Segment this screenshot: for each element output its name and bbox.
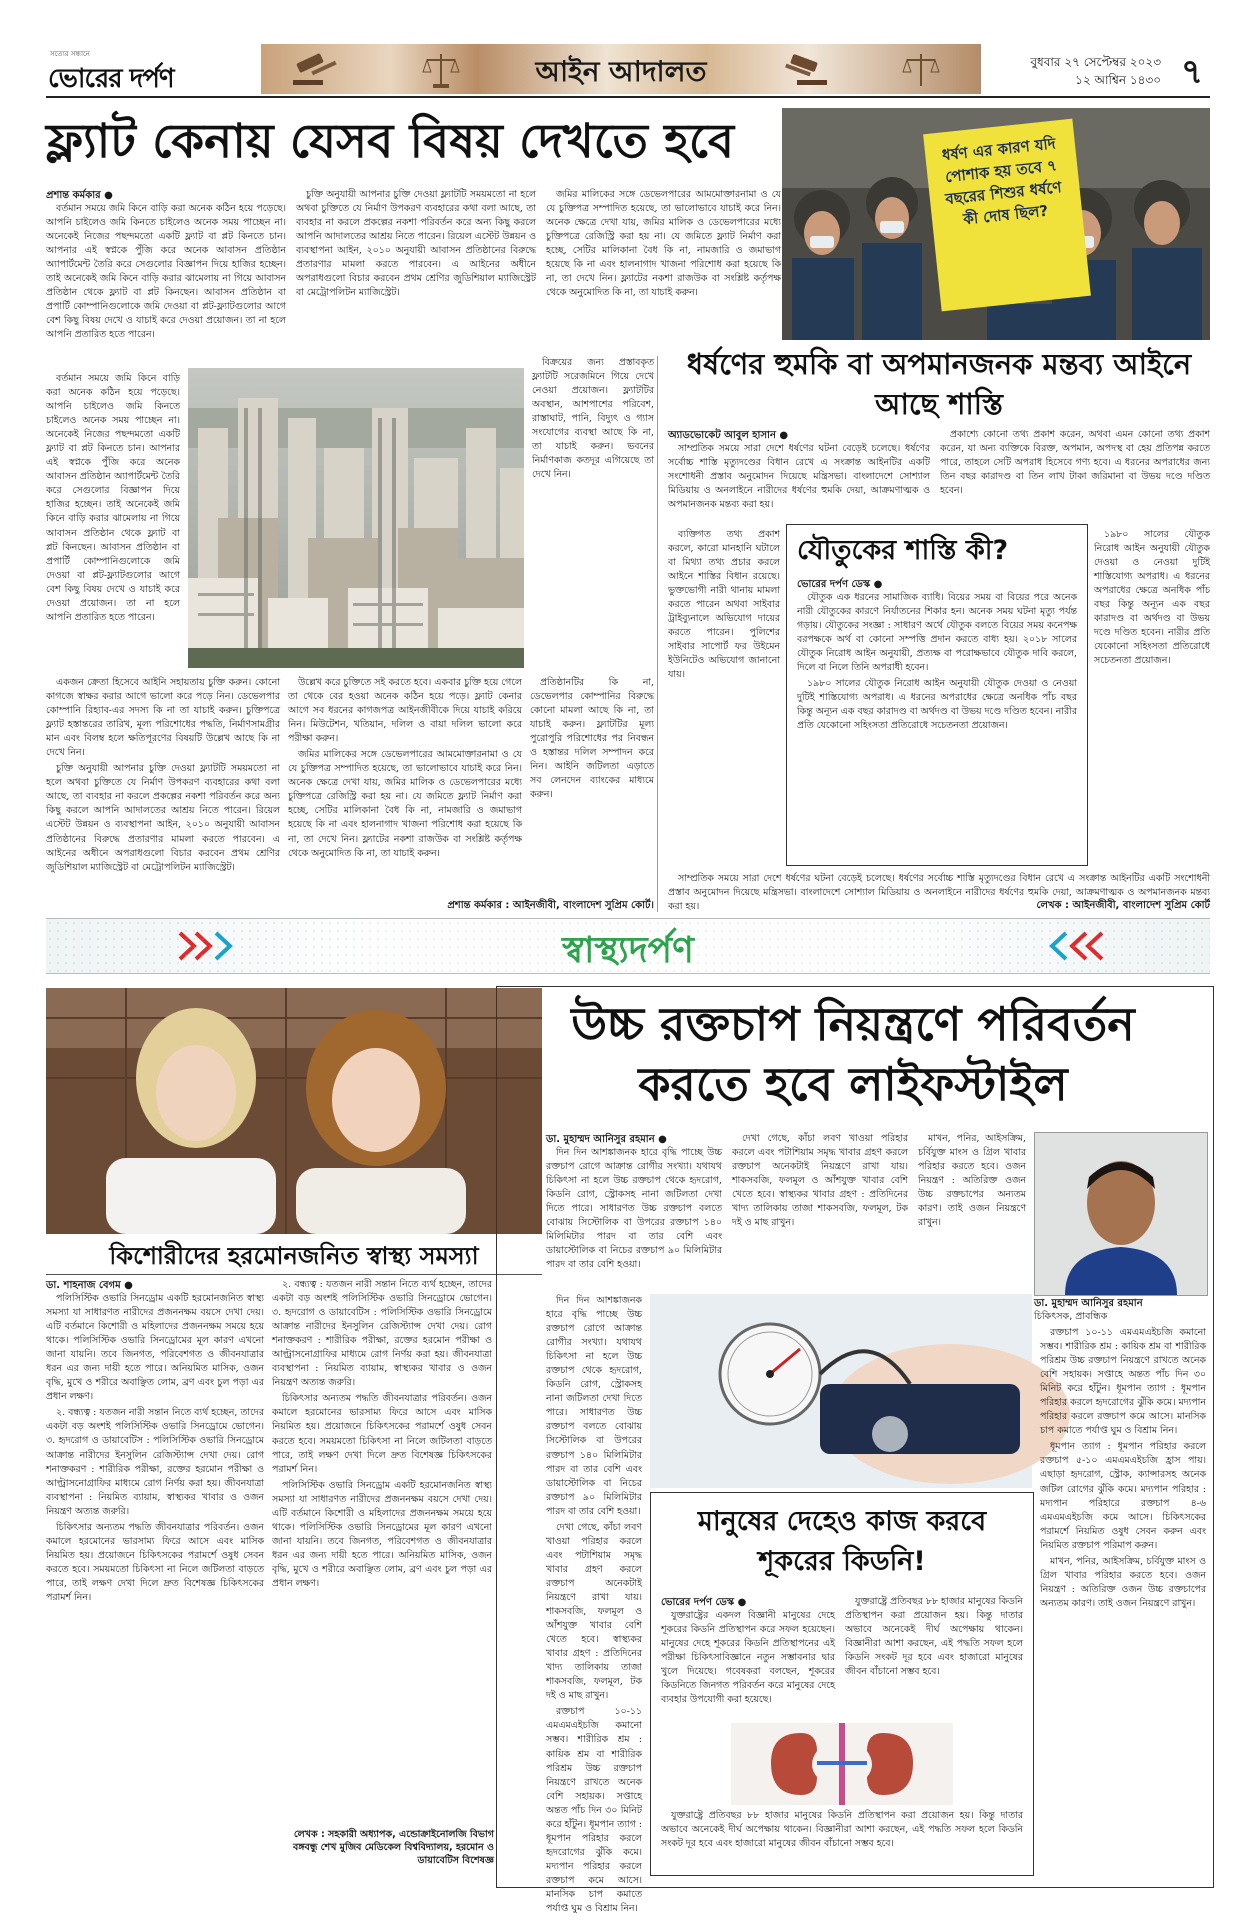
dowry-byline: ভোরের দর্পণ ডেস্ক ● — [797, 579, 883, 590]
article2-col2-text: প্রকাশ্যে কোনো তথ্য প্রকাশ করেন, অথবা এমন কোনো তথ্য প্রকাশ করেন, যা অন্য ব্যক্তিকে বিরক্ত, অপমান, অপদস্থ বা হেয় প্রতিপন্ন করতে পারে, তাহলে সেটি অপরাধ হিসেবে গণ্য হবে। এ ধরনের অপরাধের জন্য তিন বছর কারাদণ্ড বা তিন লাখ টাকা জরিমানা বা উভয় দণ্ডে দণ্ডিত হবেন। — [940, 429, 1210, 497]
dowry-body-text2: ১৯৮০ সালের যৌতুক নিরোধ আইন অনুযায়ী যৌতুক দেওয়া ও নেওয়া দুটিই শাস্তিযোগ্য অপরাধ। এ ধরনের অপরাধের ক্ষেত্রে অনধিক পাঁচ বছর কিন্তু অন্যূন এক বছর কারাদণ্ড বা অর্থদণ্ড বা উভয় দণ্ডে দণ্ডিত হবেন। নারীর প্রতি যেকোনো সহিংসতা প্রতিরোধে সচেতনতা প্রয়োজন। — [797, 678, 1077, 732]
article4-left-col-text2: দেখা গেছে, কাঁচা লবণ খাওয়া পরিহার করলে এবং পটাশিয়াম সমৃদ্ধ খাবার গ্রহণ করলে রক্তচাপ অনেকটাই নিয়ন্ত্রণে রাখা যায়। শাকসবজি, ফলমূল ও আঁশযুক্ত খাবার বেশি খেতে হবে। স্বাস্থ্যকর খাবার গ্রহণ : প্রতিদিনের খাদ্য তালিকায় তাজা শাকসবজি, ফলমূল, টক দই ও মাছ রাখুন। — [546, 1521, 642, 1702]
protest-photo — [782, 108, 1210, 340]
article3-col2-text3: পলিসিস্টিক ওভারি সিনড্রোম একটি হরমোনজনিত স্বাস্থ্য সমস্যা যা সাধারণত নারীদের প্রজননক্ষম বয়সে দেখা দেয়। এটি বর্তমানে কিশোরী ও মহিলাদের প্রজননক্ষম সময়ে হয়ে থাকে। পলিসিস্টিক ওভারি সিনড্রোমের মূল কারণ এখনো জানা যায়নি। তবে জিনগত, পরিবেশগত ও জীবনযাত্রার ধরন এর জন্য দায়ী হতে পারে। অনিয়মিত মাসিক, ওজন বৃদ্ধি, মুখে ও শরীরে অবাঞ্ছিত লোম, ব্রণ এবং চুল পড়া এর প্রধান লক্ষণ। — [272, 1479, 492, 1589]
city-buildings-photo — [188, 368, 524, 668]
article4-col1-text: দিন দিন আশঙ্কাজনক হারে বৃদ্ধি পাচ্ছে উচ্চ রক্তচাপ রোগে আক্রান্ত রোগীর সংখ্যা। যথাযথ চিকিৎসা না হলে উচ্চ রক্তচাপ থেকে হৃদরোগ, কিডনি রোগ, স্ট্রোকসহ নানা জটিলতা দেখা দিতে পারে। সাধারণত উচ্চ রক্তচাপ বলতে বোঝায় সিস্টোলিক বা উপরের রক্তচাপ ১৪০ মিলিমিটার পারদ বা তার বেশি এবং ডায়াস্টোলিক বা নিচের রক্তচাপ ৯০ মিলিমিটার পারদ বা তার বেশি হওয়া। — [546, 1147, 722, 1271]
article2-col-right-text: ১৯৮০ সালের যৌতুক নিরোধ আইন অনুযায়ী যৌতুক দেওয়া ও নেওয়া দুটিই শাস্তিযোগ্য অপরাধ। এ ধরনের অপরাধের ক্ষেত্রে অনধিক পাঁচ বছর কিন্তু অন্যূন এক বছর কারাদণ্ড বা অর্থদণ্ড বা উভয় দণ্ডে দণ্ডিত হবেন। নারীর প্রতি যেকোনো সহিংসতা প্রতিরোধে সচেতনতা প্রয়োজন। — [1094, 529, 1210, 667]
doctor-portrait — [1034, 1132, 1208, 1296]
article3-col2 — [272, 1278, 492, 1818]
article1-col1-cont: বর্তমান সময়ে জমি কিনে বাড়ি করা অনেক কঠিন হয়ে পড়েছে। আপনি চাইলেও জমি কিনতে চাইলেও অনেক সময় পাচ্ছেন না। অনেকেই নিজের পছন্দমতো একটি ফ্ল্যাট বা প্লট কিনতে চান। আপনার এই স্বপ্নকে পুঁজি করে অনেক আবাসন প্রতিষ্ঠান অ্যাপার্টমেন্ট তৈরি করে সেগুলোর বিজ্ঞাপন দিয়ে হাজির হচ্ছেন। তাই অনেকেই জমি কিনে বাড়ি করার ঝামেলায় না গিয়ে আবাসন প্রতিষ্ঠান থেকে ফ্ল্যাট বা প্লট কিনছেন। আবাসন প্রতিষ্ঠান বা প্রপার্টি কোম্পানিগুলোকে জমি দেওয়া বা প্লট-ফ্ল্যাটগুলোর আগে বেশ কিছু বিষয় দেখে ও যাচাই করে দেওয়া প্রয়োজন। তা না হলে আপনি প্রতারিত হতে পারেন। — [46, 373, 180, 623]
article2-col2 — [940, 428, 1210, 524]
article3-headline: কিশোরীদের হরমোনজনিত স্বাস্থ্য সমস্যা — [46, 1238, 542, 1275]
article2-bottom-text: সাম্প্রতিক সময়ে সারা দেশে ধর্ষণের ঘটনা বেড়েই চলেছে। ধর্ষণের সর্বোচ্চ শাস্তি মৃত্যুদণ্ডের বিধান রেখে এ সংক্রান্ত আইনটির একটি সংশোধনী প্রস্তাব অনুমোদন দিয়েছে মন্ত্রিসভা। বাংলাদেশে সোশ্যাল মিডিয়ায় ও অনলাইনে নারীদের ধর্ষণের হুমকি দেয়া, আক্রমণাত্মক ও অপমানজনক মন্তব্য করা হয়। — [668, 873, 1210, 913]
doctor-title: চিকিৎসক, প্রাবন্ধিক — [1034, 1311, 1108, 1322]
scales-icon — [421, 50, 461, 90]
article1-col2 — [296, 188, 536, 366]
article3-byline: ডা. শাহনাজ বেগম ● — [46, 1280, 133, 1291]
article4-right-col-text: রক্তচাপ ১০-১১ এমএমএইচজি কমানো সম্ভব। শারীরিক শ্রম : কায়িক শ্রম বা শারীরিক পরিশ্রম উচ্চ রক্তচাপ নিয়ন্ত্রণে রাখতে অনেক বেশি সহায়ক। সপ্তাহে অন্তত পাঁচ দিন ৩০ মিনিট করে হাঁটুন। ধূমপান ত্যাগ : ধূমপান পরিহার করলে হৃদরোগের ঝুঁকি কমে। মদ্যপান পরিহার করলে রক্তচাপ কমে আসে। মানসিক চাপ কমাতে পর্যাপ্ত ঘুম ও বিশ্রাম নিন। — [1040, 1327, 1206, 1437]
article2-col-left — [668, 528, 780, 868]
article2-col1-text: সাম্প্রতিক সময়ে সারা দেশে ধর্ষণের ঘটনা বেড়েই চলেছে। ধর্ষণের সর্বোচ্চ শাস্তি মৃত্যুদণ্ডের বিধান রেখে এ সংক্রান্ত আইনটির একটি সংশোধনী প্রস্তাব অনুমোদন দিয়েছে মন্ত্রিসভা। বাংলাদেশে সোশ্যাল মিডিয়ায় ও অনলাইনে নারীদের ধর্ষণের হুমকি দেয়া, আক্রমণাত্মক ও অপমানজনক মন্তব্য করা হয়। — [668, 443, 930, 511]
protest-placard-text: ধর্ষণ এর কারণ যদি পোশাক হয় তবে ৭ বছরের শিশুর ধর্ষণে কী দোষ ছিল? — [941, 134, 1063, 229]
date-line-1: বুধবার ২৭ সেপ্টেম্বর ২০২৩ — [1030, 55, 1161, 69]
section-title: আইন আদালত — [535, 55, 707, 88]
kidney-illustration — [731, 1723, 953, 1805]
article3-col2-text2: চিকিৎসার অন্যতম পদ্ধতি জীবনযাত্রার পরিবর্তন। ওজন কমালে হরমোনের ভারসাম্য ফিরে আসে এবং মাসিক নিয়মিত হয়। প্রয়োজনে চিকিৎসকের পরামর্শে ওষুধ সেবন করতে হবে। সময়মতো চিকিৎসা না নিলে জটিলতা বাড়তে পারে, তাই লক্ষণ দেখা দিলে দ্রুত বিশেষজ্ঞ চিকিৎসকের পরামর্শ নিন। — [272, 1393, 492, 1475]
article1-left-col — [46, 372, 180, 672]
article5-col3 — [661, 1809, 1023, 1869]
paper-tagline: সত্যের সন্ধানে — [50, 50, 90, 58]
article4-headline-2: করতে হবে লাইফস্টাইল — [638, 1057, 1068, 1111]
pig-kidney-box — [650, 1492, 1034, 1876]
health-section-title: স্বাস্থ্যদর্পণ — [562, 930, 694, 971]
article1-lower-col1-text2: চুক্তি অনুযায়ী আপনার চুক্তি দেওয়া ফ্ল্যাটটি সময়মতো না হলে অথবা চুক্তিতে যে নির্মাণ উপকরণ ব্যবহারের কথা বলা আছে, তা ব্যবহার না করলে প্রকল্পের নকশা পরিবর্তন করে অন্য কিছু করলে আপনি আদালতের আশ্রয় নিতে পারেন। রিয়েল এস্টেট উন্নয়ন ও ব্যবস্থাপনা আইন, ২০১০ অনুযায়ী আবাসন প্রতিষ্ঠানের বিরুদ্ধে প্রতারণার মামলা করতে পারবেন। এ আইনের অধীনে অপরাধগুলো বিচার করবেন প্রথম শ্রেণির জুডিশিয়াল ম্যাজিস্ট্রেট বা মেট্রোপলিটন ম্যাজিস্ট্রেট। — [46, 763, 280, 873]
page-number: ৭ — [1180, 52, 1204, 92]
article2-col-left-text: ব্যক্তিগত তথ্য প্রকাশ করলে, কারো মানহানি ঘটালে বা মিথ্যা তথ্য প্রচার করলে আইনে শাস্তির বিধান রয়েছে। ভুক্তভোগী নারী থানায় মামলা করতে পারেন অথবা সাইবার ট্রাইব্যুনালে অভিযোগ দায়ের করতে পারেন। পুলিশের সাইবার সাপোর্ট ফর উইমেন ইউনিটেও অভিযোগ জানানো যায়। — [668, 529, 780, 681]
article4-col3 — [918, 1132, 1026, 1290]
article3-col2-text: ২. বন্ধ্যত্ব : যতজন নারী সন্তান নিতে ব্যর্থ হচ্ছেন, তাদের একটা বড় অংশই পলিসিস্টিক ওভারি সিনড্রোমে ভোগেন। ৩. হৃদরোগ ও ডায়াবেটিস : পলিসিস্টিক ওভারি সিনড্রোমে আক্রান্ত নারীদের ইনসুলিন রেজিস্ট্যান্স দেখা দেয়। রোগ শনাক্তকরণ : শারীরিক পরীক্ষা, রক্তের হরমোন পরীক্ষা ও আল্ট্রাসনোগ্রাফির মাধ্যমে রোগ নির্ণয় করা হয়। জীবনযাত্রা ব্যবস্থাপনা : নিয়মিত ব্যায়াম, স্বাস্থ্যকর খাবার ও ওজন নিয়ন্ত্রণ অত্যন্ত জরুরি। — [272, 1279, 492, 1389]
article5-col1-text: যুক্তরাষ্ট্রের একদল বিজ্ঞানী মানুষের দেহে শূকরের কিডনি প্রতিস্থাপন করে সফল হয়েছেন। মানুষের দেহে শূকরের কিডনি প্রতিস্থাপনের এই পরীক্ষা চিকিৎসাবিজ্ঞানে নতুন সম্ভাবনার দ্বার খুলে দিয়েছে। গবেষকরা বলছেন, শূকরের কিডনিতে জিনগত পরিবর্তন করে মানুষের দেহে ব্যবহার উপযোগী করা হয়েছে। — [661, 1610, 835, 1706]
article2-col1 — [668, 442, 930, 524]
article1-lower-col3 — [530, 676, 654, 896]
article1-col2-text: চুক্তি অনুযায়ী আপনার চুক্তি দেওয়া ফ্ল্যাটটি সময়মতো না হলে অথবা চুক্তিতে যে নির্মাণ উপকরণ ব্যবহারের কথা বলা আছে, তা ব্যবহার না করলে প্রকল্পের নকশা পরিবর্তন করে অন্য কিছু করলে আপনি আদালতের আশ্রয় নিতে পারেন। রিয়েল এস্টেট উন্নয়ন ও ব্যবস্থাপনা আইন, ২০১০ অনুযায়ী আবাসন প্রতিষ্ঠানের বিরুদ্ধে প্রতারণার মামলা করতে পারবেন। এ আইনের অধীনে অপরাধগুলো বিচার করবেন প্রথম শ্রেণির জুডিশিয়াল ম্যাজিস্ট্রেট বা মেট্রোপলিটন ম্যাজিস্ট্রেট। — [296, 189, 536, 299]
article2-byline: অ্যাডভোকেট আবুল হাসান ● — [668, 430, 789, 441]
article2-author-credit: লেখক : আইনজীবী, বাংলাদেশ সুপ্রিম কোর্ট — [1036, 900, 1210, 911]
dowry-body — [797, 591, 1077, 857]
article1-byline: প্রশান্ত কর্মকার ● — [46, 190, 113, 201]
article4-left-col-text3: রক্তচাপ ১০-১১ এমএমএইচজি কমানো সম্ভব। শারীরিক শ্রম : কায়িক শ্রম বা শারীরিক পরিশ্রম উচ্চ রক্তচাপ নিয়ন্ত্রণে রাখতে অনেক বেশি সহায়ক। সপ্তাহে অন্তত পাঁচ দিন ৩০ মিনিট করে হাঁটুন। ধূমপান ত্যাগ : ধূমপান পরিহার করলে হৃদরোগের ঝুঁকি কমে। মদ্যপান পরিহার করলে রক্তচাপ কমে আসে। মানসিক চাপ কমাতে পর্যাপ্ত ঘুম ও বিশ্রাম নিন। — [546, 1706, 643, 1915]
dowry-sidebar-box — [786, 524, 1088, 866]
column-divider — [657, 356, 658, 912]
article1-mid-col-text: বিক্রয়ের জন্য প্রস্তাবকৃত ফ্ল্যাটটি সরেজমিনে গিয়ে দেখে নেওয়া প্রয়োজন। ফ্ল্যাটটির অবস্থান, আশপাশের পরিবেশ, রাস্তাঘাট, পানি, বিদ্যুৎ ও গ্যাস সংযোগের ব্যবস্থা আছে কি না, তা যাচাই করুন। ভবনের নির্মাণকাজ কতদূর এগিয়েছে তা দেখে নিন। — [532, 357, 654, 481]
article3-col1-text3: চিকিৎসার অন্যতম পদ্ধতি জীবনযাত্রার পরিবর্তন। ওজন কমালে হরমোনের ভারসাম্য ফিরে আসে এবং মাসিক নিয়মিত হয়। প্রয়োজনে চিকিৎসকের পরামর্শে ওষুধ সেবন করতে হবে। সময়মতো চিকিৎসা না নিলে জটিলতা বাড়তে পারে, তাই লক্ষণ দেখা দিলে দ্রুত বিশেষজ্ঞ চিকিৎসকের পরামর্শ নিন। — [46, 1521, 264, 1603]
masthead — [46, 44, 1210, 98]
two-girls-photo — [46, 988, 542, 1234]
article1-lower-col2-text2: জমির মালিকের সঙ্গে ডেভেলপারের আমমোক্তারনামা ও যে যে চুক্তিপত্র সম্পাদিত হয়েছে, তা ভালোভাবে যাচাই করে নিন। অনেক ক্ষেত্রে দেখা যায়, জমির মালিক ও ডেভেলপারের মধ্যে চুক্তিপত্রে রেজিস্ট্রি করা হয় না। যে জমিতে ফ্ল্যাট নির্মাণ করা হচ্ছে, সেটির মালিকানা বৈধ কি না, নামজারি ও জমাভাগ হয়েছে কি না এবং হালনাগাদ খাজনা পরিশোধ করা হয়েছে কি না, তা দেখে নিন। ফ্ল্যাটের নকশা রাজউক বা সংশ্লিষ্ট কর্তৃপক্ষ থেকে অনুমোদিত কি না, তা যাচাই করুন। — [288, 749, 522, 859]
article1-col1 — [46, 202, 286, 370]
article5-col1 — [661, 1609, 835, 1719]
article1-col3 — [546, 188, 781, 366]
article1-lower-col3-text: প্রতিষ্ঠানটির কি না, ডেভেলপার কোম্পানির বিরুদ্ধে কোনো মামলা আছে কি না, তা যাচাই করুন। ফ্ল্যাটটির মূল্য পুরোপুরি পরিশোধের পর নিবন্ধন ও হস্তান্তর দলিল সম্পাদন করে নিন। আইনি জটিলতা এড়াতে সব লেনদেন ব্যাংকের মাধ্যমে করুন। — [530, 677, 654, 801]
article3-col1 — [46, 1292, 264, 1872]
article4-right-col-text3: মাখন, পনির, আইসক্রিম, চর্বিযুক্ত মাংস ও গ্রিল খাবার পরিহার করতে হবে। ওজন নিয়ন্ত্রণ : অতিরিক্ত ওজন উচ্চ রক্তচাপের অন্যতম কারণ। তাই ওজন নিয়ন্ত্রণে রাখুন। — [1040, 1555, 1206, 1609]
article1-lower-col2-text: উল্লেখ করে চুক্তিতে সই করতে হবে। একবার চুক্তি হয়ে গেলে তা থেকে বের হওয়া অনেক কঠিন হয়ে পড়ে। ফ্ল্যাট কেনার আগে সব ধরনের কাগজপত্র আইনজীবীকে দিয়ে যাচাই করিয়ে নিন। মিউটেশন, খতিয়ান, দলিল ও বায়া দলিল ভালো করে পরীক্ষা করুন। — [288, 677, 522, 745]
doctor-name: ডা. মুহাম্মদ আনিসুর রহমান — [1034, 1298, 1143, 1309]
article4-headline-1: উচ্চ রক্তচাপ নিয়ন্ত্রণে পরিবর্তন — [571, 997, 1135, 1051]
article5-col3-text: যুক্তরাষ্ট্রে প্রতিবছর ৮৮ হাজার মানুষের কিডনি প্রতিস্থাপন করা প্রয়োজন হয়। কিন্তু দাতার অভাবে অনেকেই দীর্ঘ অপেক্ষায় থাকেন। বিজ্ঞানীরা আশা করছেন, এই পদ্ধতি সফল হলে কিডনি সংকট দূর হবে এবং হাজারো মানুষের জীবন বাঁচানো সম্ভব হবে। — [661, 1810, 1023, 1850]
article3-col1-text2: ২. বন্ধ্যত্ব : যতজন নারী সন্তান নিতে ব্যর্থ হচ্ছেন, তাদের একটা বড় অংশই পলিসিস্টিক ওভারি সিনড্রোমে ভোগেন। ৩. হৃদরোগ ও ডায়াবেটিস : পলিসিস্টিক ওভারি সিনড্রোমে আক্রান্ত নারীদের ইনসুলিন রেজিস্ট্যান্স দেখা দেয়। রোগ শনাক্তকরণ : শারীরিক পরীক্ষা, রক্তের হরমোন পরীক্ষা ও আল্ট্রাসনোগ্রাফির মাধ্যমে রোগ নির্ণয় করা হয়। জীবনযাত্রা ব্যবস্থাপনা : নিয়মিত ব্যায়াম, স্বাস্থ্যকর খাবার ও ওজন নিয়ন্ত্রণ অত্যন্ত জরুরি। — [46, 1407, 264, 1517]
blood-pressure-monitor-photo — [650, 1294, 1032, 1488]
article5-headline-1: মানুষের দেহেও কাজ করবে — [697, 1506, 987, 1537]
dowry-headline: যৌতুকের শাস্তি কী? — [797, 535, 1009, 566]
article2-col-right — [1094, 528, 1210, 868]
article4-right-col — [1040, 1326, 1206, 1872]
dowry-body-text: যৌতুক এক ধরনের সামাজিক ব্যাধি। বিয়ের সময় বা বিয়ের পরে অনেক নারী যৌতুকের কারণে নির্যাতনের শিকার হন। অনেক সময় ঘটনা মৃত্যু পর্যন্ত গড়ায়। যৌতুকের সংজ্ঞা : সাধারণ অর্থে যৌতুক বলতে বিয়ের সময় কনেপক্ষ বরপক্ষকে অর্থ বা কোনো সম্পত্তি প্রদান করতে বাধ্য হয়। ২০১৮ সালের যৌতুক নিরোধ আইন অনুযায়ী, প্রত্যক্ষ বা পরোক্ষভাবে যৌতুক দাবি করলে, দিলে বা নিলে তিনি অপরাধী হবেন। — [797, 592, 1077, 674]
paper-logo — [46, 48, 246, 94]
article5-byline: ভোরের দর্পণ ডেস্ক ● — [661, 1597, 747, 1608]
article1-mid-col — [532, 356, 654, 672]
section-banner — [261, 44, 981, 94]
banner-dots — [46, 919, 1210, 973]
article1-lower-col2 — [288, 676, 522, 896]
article4-left-col-text: দিন দিন আশঙ্কাজনক হারে বৃদ্ধি পাচ্ছে উচ্চ রক্তচাপ রোগে আক্রান্ত রোগীর সংখ্যা। যথাযথ চিকিৎসা না হলে উচ্চ রক্তচাপ থেকে হৃদরোগ, কিডনি রোগ, স্ট্রোকসহ নানা জটিলতা দেখা দিতে পারে। সাধারণত উচ্চ রক্তচাপ বলতে বোঝায় সিস্টোলিক বা উপরের রক্তচাপ ১৪০ মিলিমিটার পারদ বা তার বেশি এবং ডায়াস্টোলিক বা নিচের রক্তচাপ ৯০ মিলিমিটার পারদ বা তার বেশি হওয়া। — [546, 1295, 642, 1517]
gavel-icon — [781, 52, 831, 86]
article1-author-credit: প্রশান্ত কর্মকার : আইনজীবী, বাংলাদেশ সুপ্রিম কোর্ট। — [447, 900, 654, 911]
article2-headline: ধর্ষণের হুমকি বা অপমানজনক মন্তব্য আইনে আছে শাস্তি — [686, 347, 1192, 421]
article4-left-col — [546, 1294, 643, 1915]
article1-lower-col1 — [46, 676, 280, 896]
article5-col2-text: যুক্তরাষ্ট্রে প্রতিবছর ৮৮ হাজার মানুষের কিডনি প্রতিস্থাপন করা প্রয়োজন হয়। কিন্তু দাতার অভাবে অনেকেই দীর্ঘ অপেক্ষায় থাকেন। বিজ্ঞানীরা আশা করছেন, এই পদ্ধতি সফল হলে কিডনি সংকট দূর হবে এবং হাজারো মানুষের জীবন বাঁচানো সম্ভব হবে। — [845, 1596, 1023, 1678]
article5-headline-2: শূকরের কিডনি! — [758, 1546, 926, 1577]
gavel-icon — [291, 52, 341, 86]
article3-author-credit: লেখক : সহকারী অধ্যাপক, এন্ডোক্রাইনোলজি বিভাগ বঙ্গবন্ধু শেখ মুজিব মেডিকেল বিশ্ববিদ্যালয়, হরমোন ও ডায়াবেটিস বিশেষজ্ঞ — [292, 1829, 494, 1866]
article3-col1-text: পলিসিস্টিক ওভারি সিনড্রোম একটি হরমোনজনিত স্বাস্থ্য সমস্যা যা সাধারণত নারীদের প্রজননক্ষম বয়সে দেখা দেয়। এটি বর্তমানে কিশোরী ও মহিলাদের প্রজননক্ষম সময়ে হয়ে থাকে। পলিসিস্টিক ওভারি সিনড্রোমের মূল কারণ এখনো জানা যায়নি। তবে জিনগত, পরিবেশগত ও জীবনযাত্রার ধরন এর জন্য দায়ী হতে পারে। অনিয়মিত মাসিক, ওজন বৃদ্ধি, মুখে ও শরীরে অবাঞ্ছিত লোম, ব্রণ এবং চুল পড়া এর প্রধান লক্ষণ। — [46, 1293, 264, 1403]
health-banner — [46, 918, 1210, 974]
article1-col1-text: বর্তমান সময়ে জমি কিনে বাড়ি করা অনেক কঠিন হয়ে পড়েছে। আপনি চাইলেও জমি কিনতে চাইলেও অনেক সময় পাচ্ছেন না। অনেকেই নিজের পছন্দমতো একটি ফ্ল্যাট বা প্লট কিনতে চান। আপনার এই স্বপ্নকে পুঁজি করে অনেক আবাসন প্রতিষ্ঠান অ্যাপার্টমেন্ট তৈরি করে সেগুলোর বিজ্ঞাপন দিয়ে হাজির হচ্ছেন। তাই অনেকেই জমি কিনে বাড়ি করার ঝামেলায় না গিয়ে আবাসন প্রতিষ্ঠান থেকে ফ্ল্যাট বা প্লট কিনছেন। আবাসন প্রতিষ্ঠান বা প্রপার্টি কোম্পানিগুলোকে জমি দেওয়া বা প্লট-ফ্ল্যাটগুলোর আগে বেশ কিছু বিষয় দেখে ও যাচাই করে দেওয়া প্রয়োজন। তা না হলে আপনি প্রতারিত হতে পারেন। — [46, 203, 286, 341]
scales-icon — [901, 50, 941, 90]
article5-col2 — [845, 1595, 1023, 1719]
article4-right-col-text2: ধূমপান ত্যাগ : ধূমপান পরিহার করলে রক্তচাপ ৫-১০ এমএমএইচজি হ্রাস পায়। এছাড়া হৃদরোগ, স্ট্রোক, ক্যান্সারসহ অনেক জটিল রোগের ঝুঁকি কমে। মদ্যপান পরিহার : মদ্যপান পরিহারে রক্তচাপ ৪-৬ এমএমএইচজি কমে আসে। চিকিৎসকের পরামর্শে নিয়মিত ওষুধ সেবন করুন এবং নিয়মিত রক্তচাপ পরিমাপ করুন। — [1040, 1441, 1206, 1551]
paper-name: ভোরের দর্পণ — [48, 64, 174, 94]
article1-col3-text: জমির মালিকের সঙ্গে ডেভেলপারের আমমোক্তারনামা ও যে যে চুক্তিপত্র সম্পাদিত হয়েছে, তা ভালোভাবে যাচাই করে নিন। অনেক ক্ষেত্রে দেখা যায়, জমির মালিক ও ডেভেলপারের মধ্যে চুক্তিপত্রে রেজিস্ট্রি করা হয় না। যে জমিতে ফ্ল্যাট নির্মাণ করা হচ্ছে, সেটির মালিকানা বৈধ কি না, নামজারি ও জমাভাগ হয়েছে কি না এবং হালনাগাদ খাজনা পরিশোধ করা হয়েছে কি না, তা দেখে নিন। ফ্ল্যাটের নকশা রাজউক বা সংশ্লিষ্ট কর্তৃপক্ষ থেকে অনুমোদিত কি না, তা যাচাই করুন। — [546, 189, 781, 299]
article4-byline: ডা. মুহাম্মদ আনিসুর রহমান ● — [546, 1134, 667, 1145]
article1-headline: ফ্ল্যাট কেনায় যেসব বিষয় দেখতে হবে — [46, 114, 735, 169]
article4-col3-text: মাখন, পনির, আইসক্রিম, চর্বিযুক্ত মাংস ও গ্রিল খাবার পরিহার করতে হবে। ওজন নিয়ন্ত্রণ : অতিরিক্ত ওজন উচ্চ রক্তচাপের অন্যতম কারণ। তাই ওজন নিয়ন্ত্রণে রাখুন। — [918, 1133, 1026, 1229]
article4-col2-text: দেখা গেছে, কাঁচা লবণ খাওয়া পরিহার করলে এবং পটাশিয়াম সমৃদ্ধ খাবার গ্রহণ করলে রক্তচাপ অনেকটাই নিয়ন্ত্রণে রাখা যায়। শাকসবজি, ফলমূল ও আঁশযুক্ত খাবার বেশি খেতে হবে। স্বাস্থ্যকর খাবার গ্রহণ : প্রতিদিনের খাদ্য তালিকায় তাজা শাকসবজি, ফলমূল, টক দই ও মাছ রাখুন। — [732, 1133, 908, 1229]
article4-col1 — [546, 1146, 722, 1290]
article4-col2 — [732, 1132, 908, 1290]
date-line-2: ১২ আশ্বিন ১৪৩০ — [1075, 73, 1161, 87]
article1-lower-col1-text: একজন ক্রেতা হিসেবে আইনি সহায়তায় চুক্তি করুন। কোনো কাগজে স্বাক্ষর করার আগে ভালো করে পড়ে নিন। ডেভেলপার কোম্পানি রিহ্যাব-এর সদস্য কি না তা যাচাই করুন। চুক্তিপত্রে ফ্ল্যাট হস্তান্তরের তারিখ, মূল্য পরিশোধের পদ্ধতি, নির্মাণসামগ্রীর মান এবং বিলম্ব হলে ক্ষতিপূরণের বিষয়টি উল্লেখ আছে কি না দেখে নিন। — [46, 677, 280, 759]
